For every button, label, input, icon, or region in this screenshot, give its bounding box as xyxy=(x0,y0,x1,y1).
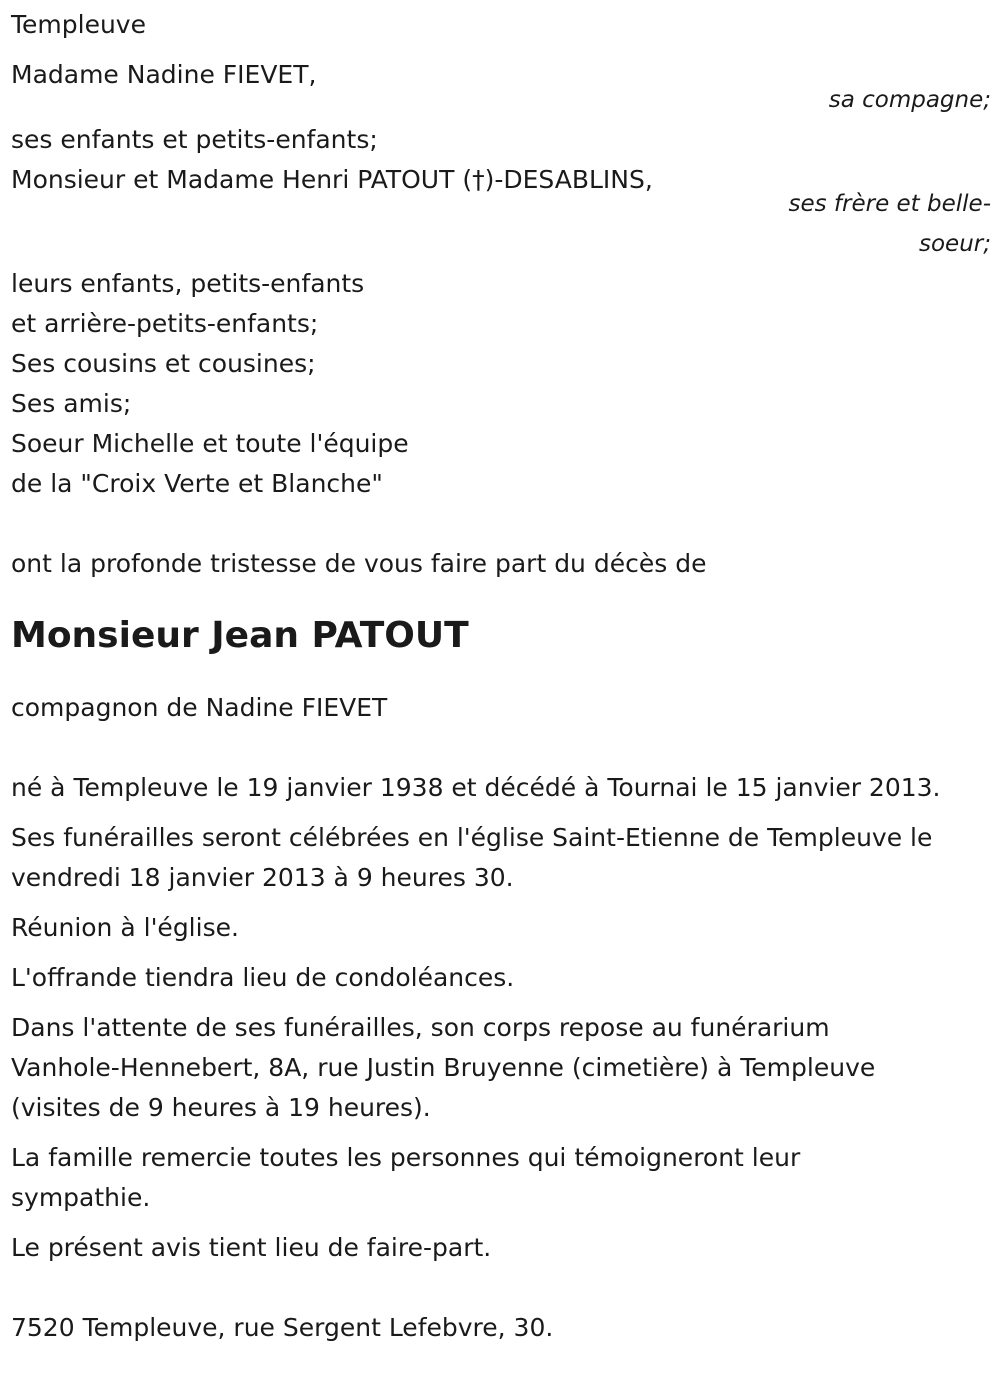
partner-name: Madame Nadine FIEVET, xyxy=(11,60,317,89)
location-header: Templeuve xyxy=(11,10,146,39)
siblings-role-1: ses frère et belle- xyxy=(788,191,991,217)
list-item: Ses cousins et cousines; xyxy=(11,349,316,378)
thanks-line-2: sympathie. xyxy=(11,1183,151,1212)
notice-text: Le présent avis tient lieu de faire-part. xyxy=(11,1233,492,1262)
list-item: leurs enfants, petits-enfants xyxy=(11,269,365,298)
children-line: ses enfants et petits-enfants; xyxy=(11,125,378,154)
family-list xyxy=(11,264,991,504)
rest-line-1: Dans l'attente de ses funérailles, son corps repose au funérarium xyxy=(11,1013,830,1042)
list-item: et arrière-petits-enfants; xyxy=(11,309,319,338)
list-item: Ses amis; xyxy=(11,389,132,418)
thanks-line-1: La famille remercie toutes les personnes qui témoigneront leur xyxy=(11,1143,801,1172)
siblings-name: Monsieur et Madame Henri PATOUT (†)-DESABLINS, xyxy=(11,165,653,194)
meeting-text: Réunion à l'église. xyxy=(11,913,239,942)
relation-text: compagnon de Nadine FIEVET xyxy=(11,693,388,722)
partner-role: sa compagne; xyxy=(828,87,991,113)
rest-line-3: (visites de 9 heures à 19 heures). xyxy=(11,1093,431,1122)
rest-paragraph xyxy=(11,1008,991,1128)
funeral-line-1: Ses funérailles seront célébrées en l'église Saint-Etienne de Templeuve le xyxy=(11,823,933,852)
siblings-role-2: soeur; xyxy=(919,231,991,257)
list-item: Soeur Michelle et toute l'équipe xyxy=(11,429,409,458)
offering-text: L'offrande tiendra lieu de condoléances. xyxy=(11,963,515,992)
rest-line-2: Vanhole-Hennebert, 8A, rue Justin Bruyenne (cimetière) à Templeuve xyxy=(11,1053,876,1082)
funeral-line-2: vendredi 18 janvier 2013 à 9 heures 30. xyxy=(11,863,514,892)
list-item: de la "Croix Verte et Blanche" xyxy=(11,469,383,498)
announcement-text: ont la profonde tristesse de vous faire part du décès de xyxy=(11,549,707,578)
deceased-name: Monsieur Jean PATOUT xyxy=(11,615,469,656)
address-text: 7520 Templeuve, rue Sergent Lefebvre, 30. xyxy=(11,1313,554,1342)
obituary-notice xyxy=(11,5,991,1348)
birth-death-text: né à Templeuve le 19 janvier 1938 et décédé à Tournai le 15 janvier 2013. xyxy=(11,773,941,802)
funeral-paragraph xyxy=(11,818,991,898)
thanks-paragraph xyxy=(11,1138,991,1218)
